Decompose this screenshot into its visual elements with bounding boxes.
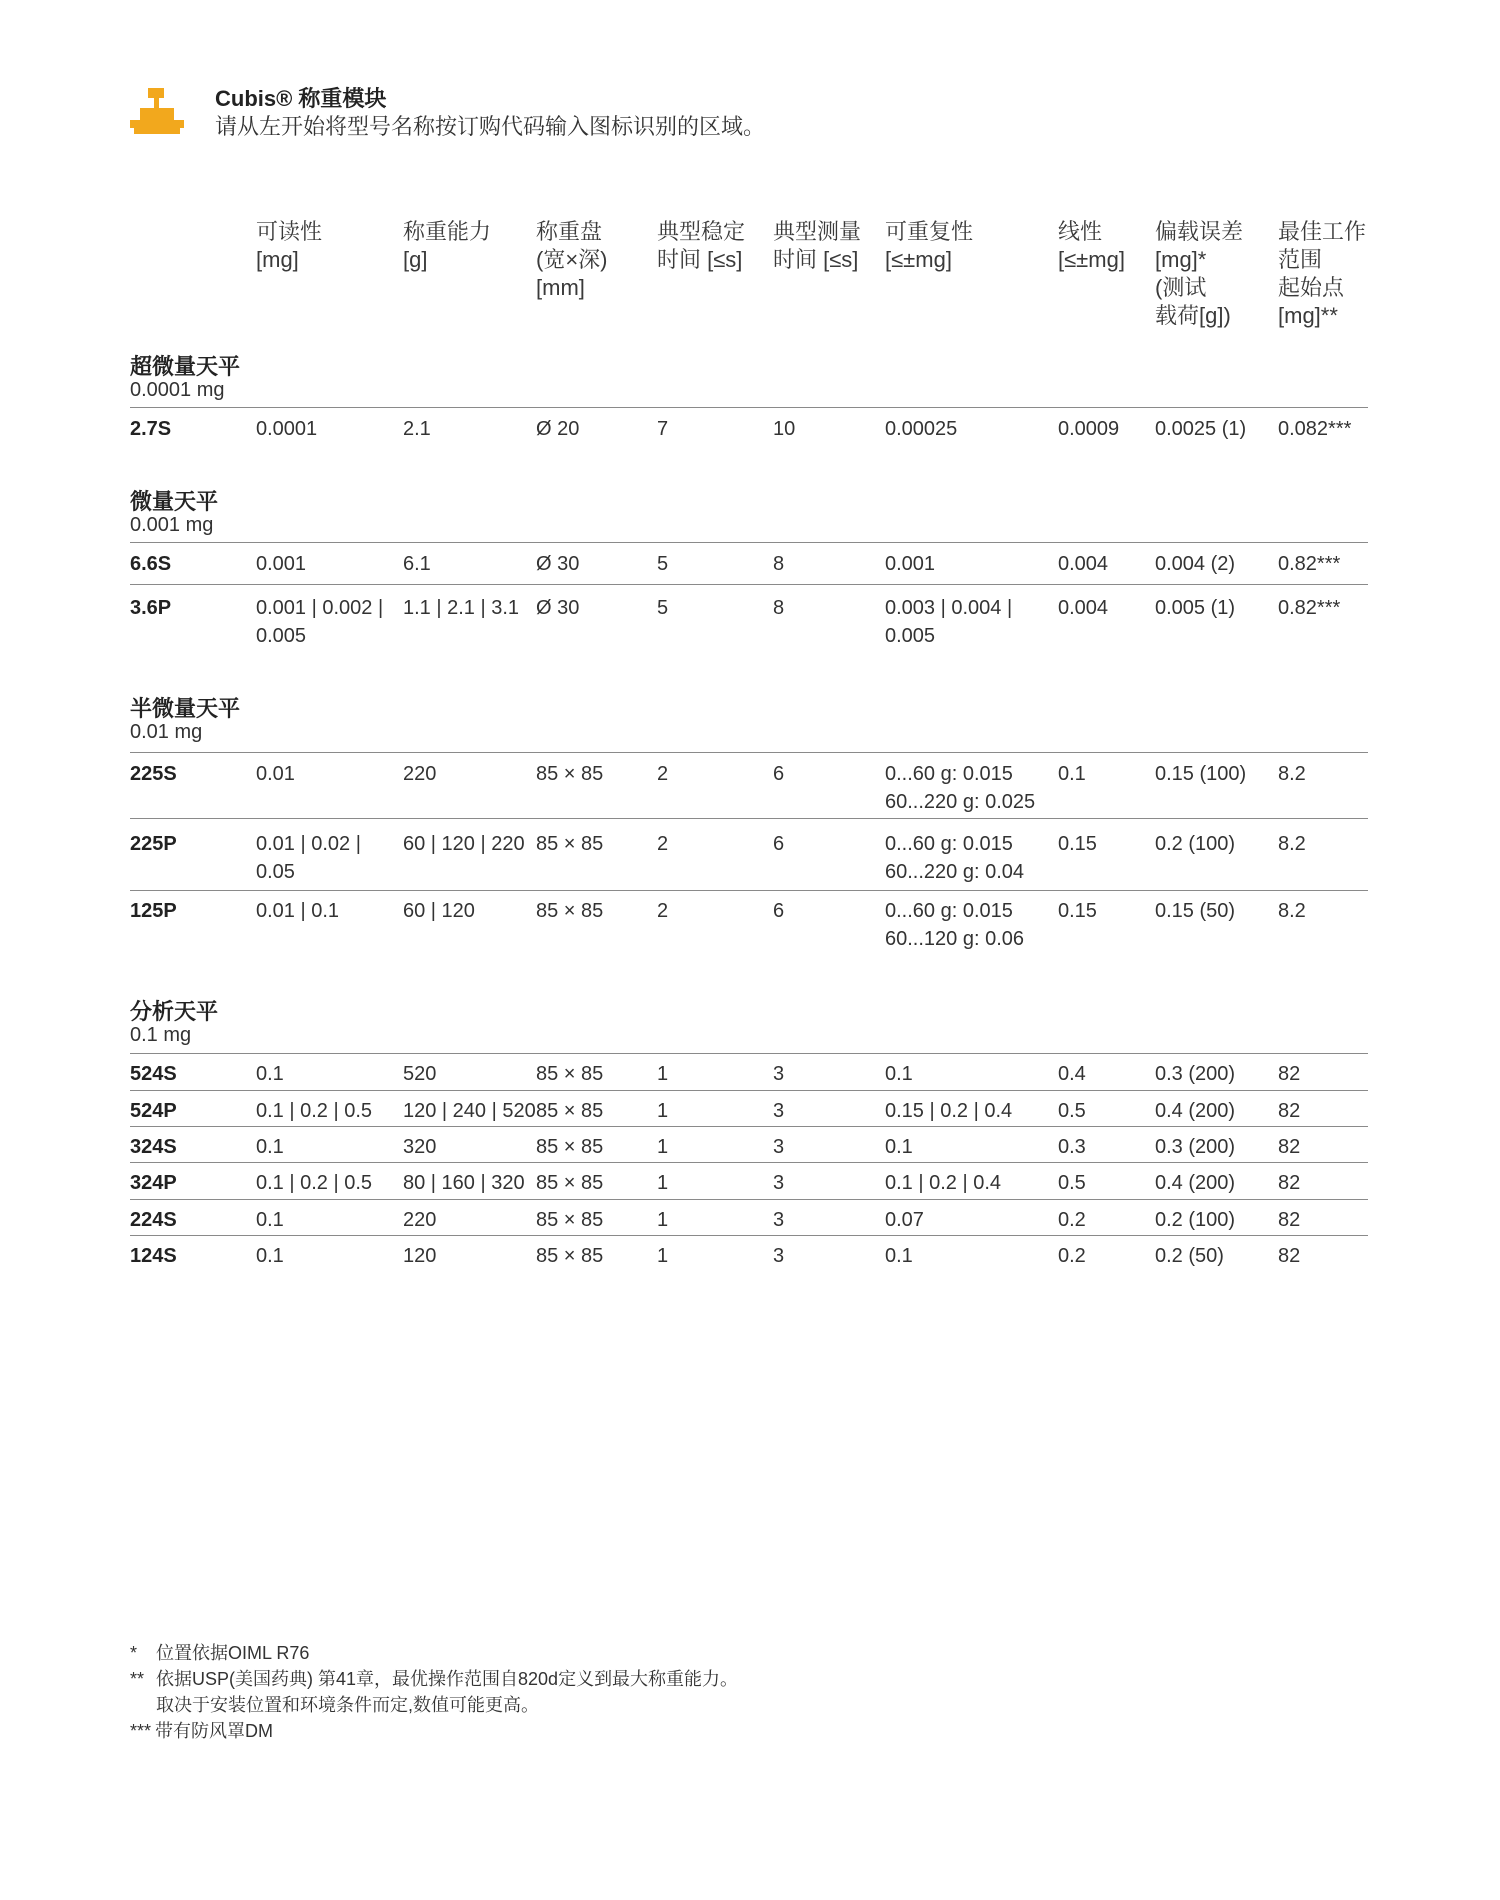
col-header-measurement-time: 典型测量 时间 [≤s] [773, 219, 862, 272]
cell-model: 324P [130, 1172, 177, 1194]
cell-eccentric-error: 0.15 (100) [1155, 763, 1247, 785]
cell-pan-size: 85 × 85 [536, 1136, 604, 1158]
cell-pan-size: 85 × 85 [536, 900, 604, 922]
table-row [0, 1060, 1500, 1090]
cell-repeatability: 0.15 | 0.2 | 0.4 [885, 1100, 1013, 1122]
cell-eccentric-error: 0.4 (200) [1155, 1100, 1236, 1122]
cell-pan-size: Ø 30 [536, 553, 580, 575]
table-row [0, 1242, 1500, 1272]
table-rule [130, 1162, 1368, 1163]
cell-stabilization-time: 1 [657, 1100, 669, 1122]
cell-repeatability: 0...60 g: 0.015 60...220 g: 0.04 [885, 833, 1025, 883]
table-rule [130, 818, 1368, 819]
table-rule [130, 1126, 1368, 1127]
table-row [0, 1206, 1500, 1236]
section-subtitle-micro: 0.001 mg [130, 514, 214, 536]
cell-linearity: 0.15 [1058, 900, 1097, 922]
cell-pan-size: 85 × 85 [536, 1063, 604, 1085]
cell-pan-size: 85 × 85 [536, 1245, 604, 1267]
table-rule [130, 890, 1368, 891]
cell-capacity: 60 | 120 [403, 900, 475, 922]
cell-stabilization-time: 5 [657, 553, 669, 575]
cell-eccentric-error: 0.2 (100) [1155, 1209, 1236, 1231]
cell-measurement-time: 8 [773, 597, 785, 619]
cell-capacity: 2.1 [403, 418, 431, 440]
cell-min-weight: 8.2 [1278, 900, 1306, 922]
cell-readability: 0.0001 [256, 418, 318, 440]
table-row [0, 1169, 1500, 1199]
table-row [0, 760, 1500, 813]
cell-eccentric-error: 0.004 (2) [1155, 553, 1236, 575]
cell-repeatability: 0...60 g: 0.015 60...220 g: 0.025 [885, 763, 1036, 813]
page-title: Cubis® 称重模块 [215, 86, 387, 111]
cell-stabilization-time: 1 [657, 1063, 669, 1085]
cell-min-weight: 82 [1278, 1172, 1301, 1194]
table-rule [130, 542, 1368, 543]
cell-readability: 0.001 | 0.002 | 0.005 [256, 597, 384, 647]
cell-capacity: 320 [403, 1136, 437, 1158]
cell-repeatability: 0.1 [885, 1063, 913, 1085]
cell-pan-size: 85 × 85 [536, 833, 604, 855]
cell-min-weight: 0.082*** [1278, 418, 1352, 440]
col-header-eccentric-error: 偏载误差 [mg]* (测试 载荷[g]) [1155, 219, 1244, 328]
cell-stabilization-time: 2 [657, 763, 669, 785]
cell-min-weight: 0.82*** [1278, 553, 1341, 575]
cell-model: 3.6P [130, 597, 172, 619]
cell-capacity: 1.1 | 2.1 | 3.1 [403, 597, 520, 619]
table-rule [130, 1235, 1368, 1236]
cell-eccentric-error: 0.4 (200) [1155, 1172, 1236, 1194]
table-rule [130, 407, 1368, 408]
cell-measurement-time: 3 [773, 1172, 785, 1194]
cell-stabilization-time: 1 [657, 1245, 669, 1267]
cell-stabilization-time: 5 [657, 597, 669, 619]
cell-pan-size: 85 × 85 [536, 1209, 604, 1231]
section-subtitle-ultra-micro: 0.0001 mg [130, 379, 225, 401]
cell-stabilization-time: 1 [657, 1136, 669, 1158]
cell-model: 524P [130, 1100, 177, 1122]
footnotes [130, 1640, 738, 1744]
cell-pan-size: Ø 20 [536, 418, 580, 440]
cell-model: 6.6S [130, 553, 172, 575]
section-subtitle-semi-micro: 0.01 mg [130, 721, 203, 743]
cell-measurement-time: 6 [773, 833, 785, 855]
cell-linearity: 0.5 [1058, 1100, 1086, 1122]
cell-measurement-time: 3 [773, 1063, 785, 1085]
cell-eccentric-error: 0.2 (100) [1155, 833, 1236, 855]
cell-eccentric-error: 0.15 (50) [1155, 900, 1236, 922]
cell-pan-size: 85 × 85 [536, 763, 604, 785]
cell-linearity: 0.2 [1058, 1245, 1086, 1267]
cell-min-weight: 82 [1278, 1136, 1301, 1158]
cell-measurement-time: 10 [773, 418, 796, 440]
cell-model: 225S [130, 763, 177, 785]
cell-eccentric-error: 0.0025 (1) [1155, 418, 1247, 440]
cell-linearity: 0.3 [1058, 1136, 1086, 1158]
cell-repeatability: 0.1 [885, 1245, 913, 1267]
cell-linearity: 0.0009 [1058, 418, 1120, 440]
section-title-semi-micro: 半微量天平 [130, 696, 241, 721]
cell-eccentric-error: 0.3 (200) [1155, 1136, 1236, 1158]
col-header-min-weight: 最佳工作 范围 起始点 [mg]** [1278, 219, 1367, 328]
cell-readability: 0.01 | 0.02 | 0.05 [256, 833, 361, 883]
cell-repeatability: 0.003 | 0.004 | 0.005 [885, 597, 1013, 647]
cell-repeatability: 0.1 | 0.2 | 0.4 [885, 1172, 1002, 1194]
cell-measurement-time: 3 [773, 1245, 785, 1267]
cell-capacity: 80 | 160 | 320 [403, 1172, 525, 1194]
col-header-linearity: 线性 [≤±mg] [1058, 219, 1125, 272]
cell-linearity: 0.004 [1058, 553, 1109, 575]
table-column-headers [0, 218, 1500, 338]
weighing-module-logo-icon [130, 86, 184, 138]
cell-model: 124S [130, 1245, 177, 1267]
cell-stabilization-time: 2 [657, 900, 669, 922]
cell-readability: 0.01 [256, 763, 295, 785]
cell-pan-size: 85 × 85 [536, 1172, 604, 1194]
table-rule [130, 1199, 1368, 1200]
cell-min-weight: 82 [1278, 1209, 1301, 1231]
cell-repeatability: 0.1 [885, 1136, 913, 1158]
cell-model: 125P [130, 900, 177, 922]
cell-model: 225P [130, 833, 177, 855]
cell-readability: 0.1 [256, 1136, 284, 1158]
cell-eccentric-error: 0.005 (1) [1155, 597, 1236, 619]
cell-readability: 0.1 | 0.2 | 0.5 [256, 1172, 373, 1194]
cell-repeatability: 0...60 g: 0.015 60...120 g: 0.06 [885, 900, 1025, 950]
cell-stabilization-time: 1 [657, 1209, 669, 1231]
table-row [0, 830, 1500, 883]
col-header-repeatability: 可重复性 [≤±mg] [885, 219, 974, 272]
cell-capacity: 60 | 120 | 220 [403, 833, 525, 855]
footnote-3: *** 带有防风罩DM [130, 1721, 274, 1741]
cell-readability: 0.1 [256, 1063, 284, 1085]
cell-capacity: 220 [403, 763, 437, 785]
cell-readability: 0.01 | 0.1 [256, 900, 340, 922]
col-header-capacity: 称重能力 [g] [403, 219, 492, 272]
cell-measurement-time: 3 [773, 1136, 785, 1158]
cell-readability: 0.1 [256, 1209, 284, 1231]
cell-capacity: 520 [403, 1063, 437, 1085]
table-row [0, 897, 1500, 950]
cell-model: 324S [130, 1136, 177, 1158]
col-header-stabilization-time: 典型稳定 时间 [≤s] [657, 219, 746, 272]
table-row [0, 1097, 1500, 1127]
cell-linearity: 0.5 [1058, 1172, 1086, 1194]
col-header-readability: 可读性 [mg] [256, 219, 323, 272]
cell-stabilization-time: 1 [657, 1172, 669, 1194]
table-row [0, 594, 1500, 647]
cell-repeatability: 0.001 [885, 553, 936, 575]
cell-linearity: 0.1 [1058, 763, 1086, 785]
cell-linearity: 0.4 [1058, 1063, 1086, 1085]
cell-measurement-time: 6 [773, 900, 785, 922]
cell-model: 224S [130, 1209, 177, 1231]
table-row [0, 1133, 1500, 1163]
cell-model: 2.7S [130, 418, 172, 440]
cell-readability: 0.1 [256, 1245, 284, 1267]
cell-min-weight: 82 [1278, 1245, 1301, 1267]
cell-eccentric-error: 0.3 (200) [1155, 1063, 1236, 1085]
section-title-analytical: 分析天平 [130, 999, 219, 1024]
cell-eccentric-error: 0.2 (50) [1155, 1245, 1224, 1267]
footnote-1: * 位置依据OIML R76 [130, 1643, 310, 1663]
cell-stabilization-time: 2 [657, 833, 669, 855]
cell-pan-size: 85 × 85 [536, 1100, 604, 1122]
section-subtitle-analytical: 0.1 mg [130, 1024, 192, 1046]
cell-min-weight: 82 [1278, 1100, 1301, 1122]
cell-min-weight: 0.82*** [1278, 597, 1341, 619]
cell-min-weight: 8.2 [1278, 763, 1306, 785]
table-rule [130, 1090, 1368, 1091]
cell-linearity: 0.15 [1058, 833, 1097, 855]
cell-stabilization-time: 7 [657, 418, 669, 440]
cell-measurement-time: 8 [773, 553, 785, 575]
table-rule [130, 1053, 1368, 1054]
table-rule [130, 584, 1368, 585]
cell-readability: 0.001 [256, 553, 307, 575]
cell-measurement-time: 6 [773, 763, 785, 785]
cell-capacity: 220 [403, 1209, 437, 1231]
cell-measurement-time: 3 [773, 1100, 785, 1122]
section-title-micro: 微量天平 [130, 489, 219, 514]
cell-model: 524S [130, 1063, 177, 1085]
cell-linearity: 0.004 [1058, 597, 1109, 619]
col-header-pan-size: 称重盘 (宽×深) [mm] [536, 219, 608, 300]
table-rule [130, 752, 1368, 753]
cell-min-weight: 8.2 [1278, 833, 1306, 855]
cell-readability: 0.1 | 0.2 | 0.5 [256, 1100, 373, 1122]
cell-pan-size: Ø 30 [536, 597, 580, 619]
page-subtitle: 请从左开始将型号名称按订购代码输入图标识别的区域。 [215, 114, 766, 139]
table-row [0, 415, 1500, 445]
cell-capacity: 120 | 240 | 520 [403, 1100, 536, 1122]
cell-repeatability: 0.00025 [885, 418, 958, 440]
section-title-ultra-micro: 超微量天平 [130, 354, 241, 379]
cell-capacity: 120 [403, 1245, 437, 1267]
footnote-2: ** 依据USP(美国药典) 第41章，最优操作范围自820d定义到最大称重能力。 [130, 1669, 739, 1689]
cell-measurement-time: 3 [773, 1209, 785, 1231]
cell-linearity: 0.2 [1058, 1209, 1086, 1231]
cell-repeatability: 0.07 [885, 1209, 924, 1231]
cell-capacity: 6.1 [403, 553, 431, 575]
footnote-2-continued: 取决于安装位置和环境条件而定,数值可能更高。 [156, 1695, 539, 1715]
table-row [0, 550, 1500, 580]
cell-min-weight: 82 [1278, 1063, 1301, 1085]
